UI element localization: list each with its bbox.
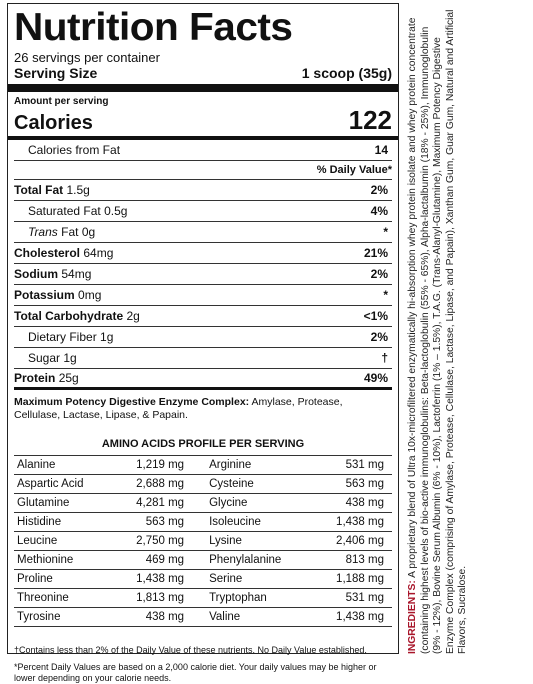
amino-name: Serine bbox=[206, 570, 312, 589]
nutrient-name: Sodium bbox=[14, 267, 58, 281]
nutrient-name: Saturated Fat bbox=[28, 204, 101, 218]
nutrient-name: Protein bbox=[14, 371, 56, 385]
calories-label: Calories bbox=[14, 112, 93, 134]
amino-name: Valine bbox=[206, 608, 312, 627]
nutrient-name: Dietary Fiber bbox=[28, 330, 97, 344]
column-gap bbox=[192, 513, 206, 532]
nutrient-amount: 1.5g bbox=[66, 183, 90, 197]
daily-value-header-text: % Daily Value* bbox=[316, 164, 392, 176]
calories-from-fat-label: Calories from Fat bbox=[28, 143, 121, 157]
panel-title: Nutrition Facts bbox=[14, 6, 293, 49]
column-gap bbox=[192, 532, 206, 551]
table-row bbox=[14, 475, 392, 494]
nutrient-amount: 0g bbox=[81, 225, 96, 239]
column-gap bbox=[192, 456, 206, 475]
amino-name: Proline bbox=[14, 570, 112, 589]
amount-per-serving: Amount per serving bbox=[14, 96, 109, 107]
nutrient-row-sugar bbox=[14, 348, 392, 369]
daily-value-header bbox=[14, 161, 392, 180]
nutrient-dv: † bbox=[381, 351, 388, 365]
nutrient-amount: 25g bbox=[58, 371, 79, 385]
ingredients-statement bbox=[405, 6, 533, 654]
nutrient-name-rest: Fat bbox=[61, 225, 79, 239]
nutrient-row-total-fat bbox=[14, 180, 392, 201]
table-row bbox=[14, 532, 392, 551]
amino-amount: 563 mg bbox=[112, 513, 192, 532]
amino-amount: 4,281 mg bbox=[112, 494, 192, 513]
nutrient-amount: 0.5g bbox=[104, 204, 128, 218]
nutrient-dv: <1% bbox=[363, 309, 388, 323]
nutrient-row-saturated-fat bbox=[14, 201, 392, 222]
serving-size-value: 1 scoop (35g) bbox=[301, 65, 392, 81]
nutrient-row-cholesterol bbox=[14, 243, 392, 264]
amino-amount: 2,750 mg bbox=[112, 532, 192, 551]
amino-amount: 2,688 mg bbox=[112, 475, 192, 494]
amino-amount: 2,406 mg bbox=[312, 532, 392, 551]
servings-per-container: 26 servings per container bbox=[14, 50, 160, 65]
amino-name: Glycine bbox=[206, 494, 312, 513]
nutrient-dv: 21% bbox=[363, 246, 388, 260]
table-row bbox=[14, 494, 392, 513]
divider-thick bbox=[8, 84, 398, 92]
nutrient-amount: 64mg bbox=[83, 246, 114, 260]
amino-amount: 438 mg bbox=[112, 608, 192, 627]
nutrient-name: Trans bbox=[28, 225, 58, 239]
amino-name: Aspartic Acid bbox=[14, 475, 112, 494]
table-row bbox=[14, 589, 392, 608]
nutrient-dv: 4% bbox=[370, 204, 388, 218]
amino-amount: 1,438 mg bbox=[112, 570, 192, 589]
amino-amount: 1,188 mg bbox=[312, 570, 392, 589]
nutrient-dv: 2% bbox=[370, 330, 388, 344]
footnote-dagger: †Contains less than 2% of the Daily Value of these nutrients. No Daily Value established. bbox=[14, 645, 367, 655]
amino-acids-header: AMINO ACIDS PROFILE PER SERVING bbox=[101, 438, 305, 450]
nutrient-name: Potassium bbox=[14, 288, 75, 302]
table-row bbox=[14, 551, 392, 570]
ingredients-text: A proprietary blend of Ultra 10x-microfiltered enzymatically hi-absorption whey protein isolate and whey protein concentrate (containing highest levels of bio-active immunoglobulins: Beta-lactoglobulin (55% - 65%), Alpha-lactalbumin (18% - 25%), Immunoglobulin (9% - 12%), Bovine Serum Albumin (6% - 10%), Lactoferrin (1% – 1.5%), T.A.G. (Trans-Alanyl-Glutamine), Maximum Potency Digestive Enzyme Complex (comprising of Amylase, Protease, Cellulase, Lactase, Lipase, and Papain), Xanthan Gum, Guar Gum, Natural and Artificial Flavors, Sucralose. bbox=[407, 9, 469, 654]
amino-name: Histidine bbox=[14, 513, 112, 532]
nutrient-dv: 2% bbox=[370, 183, 388, 197]
amino-name: Phenylalanine bbox=[206, 551, 312, 570]
nutrient-row-sodium bbox=[14, 264, 392, 285]
amino-amount: 813 mg bbox=[312, 551, 392, 570]
enzyme-complex-statement bbox=[14, 396, 392, 422]
footnote-percent-daily: *Percent Daily Values are based on a 2,000 calorie diet. Your daily values may be higher or lower depending on your calorie needs. bbox=[14, 662, 377, 683]
amino-name: Leucine bbox=[14, 532, 112, 551]
table-row bbox=[14, 608, 392, 627]
serving-size-row bbox=[14, 65, 392, 81]
calories-row bbox=[14, 107, 392, 136]
ingredients-heading: INGREDIENTS: bbox=[407, 580, 418, 654]
column-gap bbox=[192, 475, 206, 494]
calories-value: 122 bbox=[348, 105, 392, 135]
table-row bbox=[14, 456, 392, 475]
amino-name: Isoleucine bbox=[206, 513, 312, 532]
enzyme-heading: Maximum Potency Digestive Enzyme Complex: bbox=[14, 396, 250, 408]
nutrient-name: Cholesterol bbox=[14, 246, 81, 260]
column-gap bbox=[192, 551, 206, 570]
amino-amount: 563 mg bbox=[312, 475, 392, 494]
nutrient-amount: 0mg bbox=[78, 288, 102, 302]
amino-acids-table bbox=[14, 455, 392, 627]
nutrient-row-dietary-fiber bbox=[14, 327, 392, 348]
table-row bbox=[14, 570, 392, 589]
nutrient-amount: 54mg bbox=[61, 267, 92, 281]
amino-name: Threonine bbox=[14, 589, 112, 608]
nutrient-dv: * bbox=[383, 225, 388, 239]
column-gap bbox=[192, 589, 206, 608]
amino-name: Tyrosine bbox=[14, 608, 112, 627]
nutrient-row-trans-fat bbox=[14, 222, 392, 243]
amino-name: Methionine bbox=[14, 551, 112, 570]
amino-name: Lysine bbox=[206, 532, 312, 551]
amino-amount: 531 mg bbox=[312, 456, 392, 475]
nutrient-dv: * bbox=[383, 288, 388, 302]
table-row bbox=[14, 513, 392, 532]
amino-name: Cysteine bbox=[206, 475, 312, 494]
nutrient-dv: 49% bbox=[363, 371, 388, 385]
calories-from-fat-value: 14 bbox=[374, 143, 388, 157]
amino-amount: 1,219 mg bbox=[112, 456, 192, 475]
amino-amount: 531 mg bbox=[312, 589, 392, 608]
column-gap bbox=[192, 608, 206, 627]
nutrient-amount: 1g bbox=[63, 351, 77, 365]
nutrient-name: Total Carbohydrate bbox=[14, 309, 124, 323]
enzyme-text: Amylase, Protease, Cellulase, Lactase, Lipase, & Papain. bbox=[14, 396, 343, 421]
amino-name: Glutamine bbox=[14, 494, 112, 513]
amino-amount: 1,813 mg bbox=[112, 589, 192, 608]
amino-name: Tryptophan bbox=[206, 589, 312, 608]
nutrient-row-protein bbox=[14, 369, 392, 390]
amino-amount: 469 mg bbox=[112, 551, 192, 570]
nutrient-name: Sugar bbox=[28, 351, 61, 365]
column-gap bbox=[192, 494, 206, 513]
nutrient-row-total-carbohydrate bbox=[14, 306, 392, 327]
amino-amount: 438 mg bbox=[312, 494, 392, 513]
calories-from-fat-row bbox=[14, 140, 392, 161]
nutrient-amount: 2g bbox=[126, 309, 140, 323]
serving-size-label: Serving Size bbox=[14, 65, 98, 81]
nutrition-facts-panel bbox=[7, 3, 399, 683]
nutrient-amount: 1g bbox=[100, 330, 114, 344]
amino-name: Alanine bbox=[14, 456, 112, 475]
nutrient-name: Total Fat bbox=[14, 183, 64, 197]
nutrient-row-potassium bbox=[14, 285, 392, 306]
nutrient-dv: 2% bbox=[370, 267, 388, 281]
column-gap bbox=[192, 570, 206, 589]
amino-amount: 1,438 mg bbox=[312, 608, 392, 627]
amino-name: Arginine bbox=[206, 456, 312, 475]
amino-amount: 1,438 mg bbox=[312, 513, 392, 532]
